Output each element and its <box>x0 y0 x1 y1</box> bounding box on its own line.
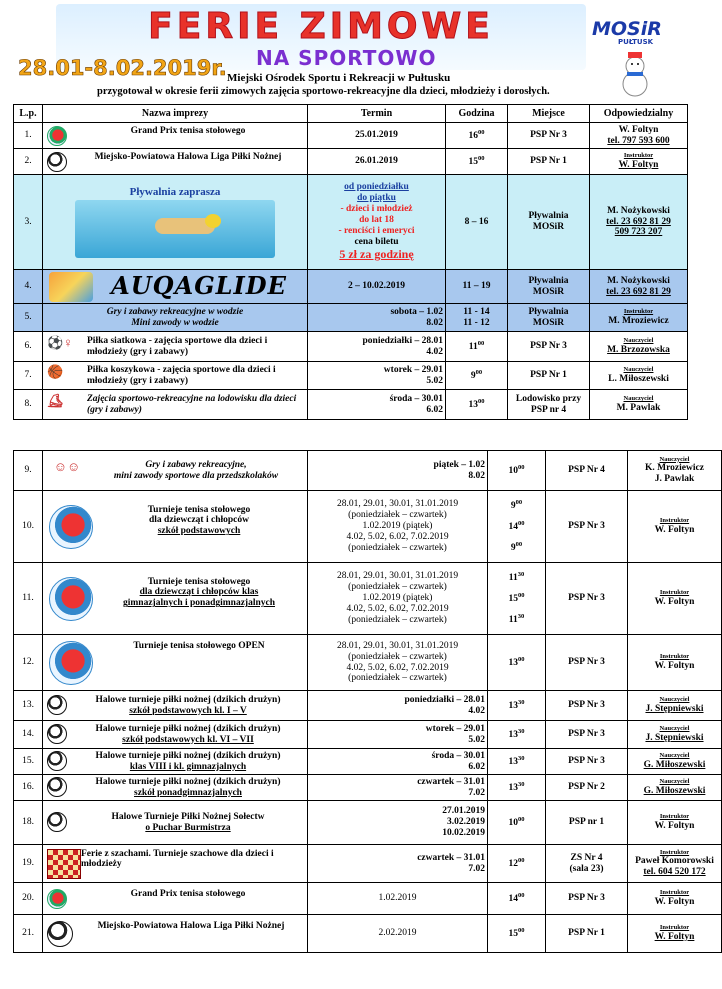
football-icon <box>47 921 73 947</box>
table-tennis-icon <box>47 889 67 909</box>
table-row: 12. Turnieje tenisa stołowego OPEN 28.01, 29.01, 30.01, 31.01.2019 (poniedziałek – czwartek) 4.02, 5.02, 6.02, 7.02.2019 (poniedziałek – czwartek) $13^{00}$ PSP Nr 3 Instruktor W. Foltyn <box>14 635 722 691</box>
table-row: 3. Pływalnia zaprasza od poniedziałku do piątku - dzieci i młodzież do lat 18 - renciści i emeryci cena biletu 5 zł za godzinę 8 – 16 Pływalnia MOSiR M. Nożykowski tel. 23 692 81 29 509 723 207 <box>14 175 688 270</box>
table-row: 15. Halowe turnieje piłki nożnej (dzikich drużyn) klas VIII i kl. gimnazjalnych środa – 30.01 6.02 $13^{30}$ PSP Nr 3 Nauczyciel G. Miłoszewski <box>14 749 722 775</box>
football-icon <box>47 777 67 797</box>
col-lp: L.p. <box>14 105 43 123</box>
football-icon <box>47 695 67 715</box>
page-subtitle: NA SPORTOWO <box>256 46 437 70</box>
table-row: 1. Grand Prix tenisa stołowego 25.01.2019 $16^{00}$ PSP Nr 3 W. Foltyn tel. 797 593 600 <box>14 123 688 149</box>
header <box>0 0 700 102</box>
table-tennis-icon <box>49 577 93 621</box>
basketball-hoop-icon: 🏀 <box>47 363 64 379</box>
table-row: 9. ☺☺ Gry i zabawy rekreacyjne, mini zawody sportowe dla przedszkolaków piątek – 1.02 8.02 $10^{00}$ PSP Nr 4 Nauczyciel K. Mroziewicz J. Pawlak <box>14 451 722 491</box>
table-row: 8. ⛸ Zajęcia sportowo-rekreacyjne na lodowisku dla dzieci (gry i zabawy) środa – 30.01 6.02 $13^{00}$ Lodowisko przy PSP nr 4 Nauczyciel M. Pawlak <box>14 390 688 420</box>
table-row: 7. 🏀 Piłka koszykowa - zajęcia sportowe dla dzieci i młodzieży (gry i zabawy) wtorek – 29.01 5.02 $9^{00}$ PSP Nr 1 Nauczyciel L. Miłoszewski <box>14 362 688 390</box>
snowman-icon <box>615 48 655 98</box>
table-row: 5. Gry i zabawy rekreacyjne w wodzie Mini zawody w wodzie sobota – 1.02 8.02 11 - 14 11 - 12 Pływalnia MOSiR Instruktor M. Mroziewicz <box>14 304 688 332</box>
table-row: 18. Halowe Turnieje Piłki Nożnej Sołectw o Puchar Burmistrza 27.01.2019 3.02.2019 10.02.2019 $10^{00}$ PSP nr 1 Instruktor W. Foltyn <box>14 801 722 845</box>
table-row: 2. Miejsko-Powiatowa Halowa Liga Piłki Nożnej 26.01.2019 $15^{00}$ PSP Nr 1 Instruktor W. Foltyn <box>14 149 688 175</box>
table-row: 20. Grand Prix tenisa stołowego 1.02.2019 $14^{00}$ PSP Nr 3 Instruktor W. Foltyn <box>14 883 722 915</box>
football-icon <box>47 152 67 172</box>
description: przygotował w okresie ferii zimowych zajęcia sportowo-rekreacyjne dla dzieci, młodzieży i dorosłych. <box>97 86 550 97</box>
table-tennis-icon <box>47 126 67 146</box>
table-row: 13. Halowe turnieje piłki nożnej (dzikich drużyn) szkół podstawowych kl. I – V poniedziałki – 28.01 4.02 $13^{30}$ PSP Nr 3 Nauczyciel J. Stępniewski <box>14 691 722 721</box>
page-title: FERIE ZIMOWE <box>148 6 494 47</box>
skating-kids-icon: ⛸ <box>47 392 64 408</box>
col-term: Termin <box>308 105 446 123</box>
table-row: 10. Turnieje tenisa stołowego dla dziewcząt i chłopców szkół podstawowych 28.01, 29.01, 30.01, 31.01.2019 (poniedziałek – czwartek) 1.02.2019 (piątek) 4.02, 5.02, 6.02, 7.02.2019 (poniedziałek – czwartek) $9^{00}$ $14^{00}$ $9^{00}$ PSP Nr 3 Instruktor W. Foltyn <box>14 491 722 563</box>
football-icon <box>47 812 67 832</box>
table-row: 14. Halowe turnieje piłki nożnej (dzikich drużyn) szkół podstawowych kl. VI – VII wtorek – 29.01 5.02 $13^{30}$ PSP Nr 3 Nauczyciel J. Stępniewski <box>14 721 722 749</box>
table-header <box>14 105 688 123</box>
table-row: 21. Miejsko-Powiatowa Halowa Liga Piłki Nożnej 2.02.2019 $15^{00}$ PSP Nr 1 Instruktor W. Foltyn <box>14 915 722 953</box>
table-tennis-icon <box>49 505 93 549</box>
organizer: Miejski Ośrodek Sportu i Rekreacji w Pułtusku <box>227 72 451 84</box>
chessboard-icon <box>47 849 81 879</box>
table-row: 4. AUQAGLIDE 2 – 10.02.2019 11 – 19 Pływalnia MOSiR M. Nożykowski tel. 23 692 81 29 <box>14 270 688 304</box>
col-resp: Odpowiedzialny <box>590 105 688 123</box>
table-row: 19. Ferie z szachami. Turnieje szachowe dla dzieci i młodzieży czwartek – 31.01 7.02 $12^{00}$ ZS Nr 4 (sala 23) Instruktor Paweł Komorowski tel. 604 520 172 <box>14 845 722 883</box>
col-hour: Godzina <box>446 105 508 123</box>
col-name: Nazwa imprezy <box>43 105 308 123</box>
mosir-logo: MOSiR <box>592 18 662 40</box>
football-icon <box>47 724 67 744</box>
table-row: 11. Turnieje tenisa stołowego dla dziewcząt i chłopców klas gimnazjalnych i ponadgimnazjalnych 28.01, 29.01, 30.01, 31.01.2019 (poniedziałek – czwartek) 1.02.2019 (piątek) 4.02, 5.02, 6.02, 7.02.2019 (poniedziałek – czwartek) $11^{30}$ $15^{00}$ $11^{30}$ PSP Nr 3 Instruktor W. Foltyn <box>14 563 722 635</box>
swimmer-image <box>75 200 275 258</box>
mosir-logo-sub: PUŁTUSK <box>618 38 654 46</box>
table-tennis-icon <box>49 641 93 685</box>
schedule-table-2 <box>13 450 722 953</box>
table-row: 6. ⚽♀ Piłka siatkowa - zajęcia sportowe dla dzieci i młodzieży (gry i zabawy) poniedziałki – 28.01 4.02 $11^{00}$ PSP Nr 3 Nauczyciel M. Brzozowska <box>14 332 688 362</box>
date-range: 28.01-8.02.2019r. <box>18 56 227 80</box>
football-icon <box>47 751 67 771</box>
water-slide-icon <box>49 272 93 302</box>
preschool-kids-icon: ☺☺ <box>53 458 81 474</box>
schedule-table-1 <box>13 104 688 420</box>
volleyball-kids-icon: ⚽♀ <box>47 334 73 350</box>
col-place: Miejsce <box>508 105 590 123</box>
table-row: 16. Halowe turnieje piłki nożnej (dzikich drużyn) szkół ponadgimnazjalnych czwartek – 31.01 7.02 $13^{30}$ PSP Nr 2 Nauczyciel G. Miłoszewski <box>14 775 722 801</box>
